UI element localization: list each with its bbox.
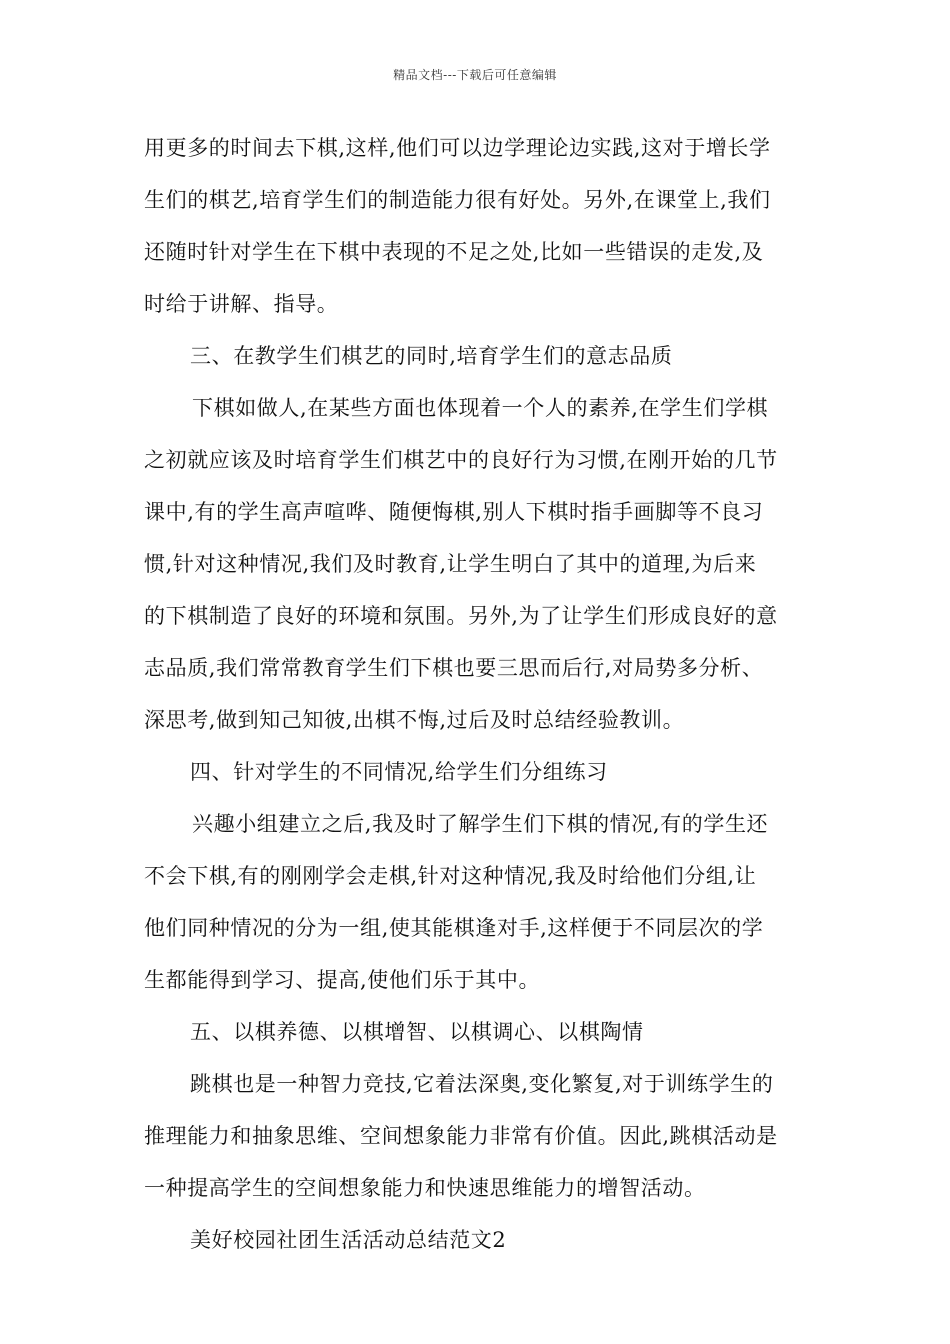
document-body xyxy=(144,122,806,1266)
paragraph-first-line: 跳棋也是一种智力竞技,它着法深奥,变化繁复,对于训练学生的 xyxy=(190,1072,774,1096)
paragraph-first-line: 下棋如做人,在某些方面也体现着一个人的素养,在学生们学棋 xyxy=(192,396,769,420)
body-line: 惯,针对这种情况,我们及时教育,让学生明白了其中的道理,为后来 xyxy=(144,552,757,576)
body-line: 课中,有的学生高声喧哗、随便悔棋,别人下棋时指手画脚等不良习 xyxy=(144,500,764,524)
body-line: 志品质,我们常常教育学生们下棋也要三思而后行,对局势多分析、 xyxy=(144,656,764,680)
body-line: 他们同种情况的分为一组,使其能棋逢对手,这样便于不同层次的学 xyxy=(144,916,764,940)
document-subtitle: 美好校园社团生活活动总结范文2 xyxy=(190,1228,507,1252)
section-heading: 五、以棋养德、以棋增智、以棋调心、以棋陶情 xyxy=(190,1020,644,1044)
body-line: 时给于讲解、指导。 xyxy=(144,292,339,316)
body-line: 生都能得到学习、提高,使他们乐于其中。 xyxy=(144,968,541,992)
paragraph-first-line: 兴趣小组建立之后,我及时了解学生们下棋的情况,有的学生还 xyxy=(192,812,769,836)
body-line: 生们的棋艺,培育学生们的制造能力很有好处。另外,在课堂上,我们 xyxy=(144,188,771,212)
page-header: 精品文档---下载后可任意编辑 xyxy=(393,68,557,82)
section-heading: 三、在教学生们棋艺的同时,培育学生们的意志品质 xyxy=(190,344,673,368)
body-line: 一种提高学生的空间想象能力和快速思维能力的增智活动。 xyxy=(144,1176,706,1200)
body-line: 深思考,做到知己知彼,出棋不悔,过后及时总结经验教训。 xyxy=(144,708,685,732)
body-line: 还随时针对学生在下棋中表现的不足之处,比如一些错误的走发,及 xyxy=(144,240,764,264)
body-line: 的下棋制造了良好的环境和氛围。另外,为了让学生们形成良好的意 xyxy=(144,604,778,628)
body-line: 不会下棋,有的刚刚学会走棋,针对这种情况,我及时给他们分组,让 xyxy=(144,864,757,888)
body-line: 之初就应该及时培育学生们棋艺中的良好行为习惯,在刚开始的几节 xyxy=(144,448,778,472)
body-line: 用更多的时间去下棋,这样,他们可以边学理论边实践,这对于增长学 xyxy=(144,136,771,160)
section-heading: 四、针对学生的不同情况,给学生们分组练习 xyxy=(190,760,608,784)
body-line: 推理能力和抽象思维、空间想象能力非常有价值。因此,跳棋活动是 xyxy=(144,1124,778,1148)
